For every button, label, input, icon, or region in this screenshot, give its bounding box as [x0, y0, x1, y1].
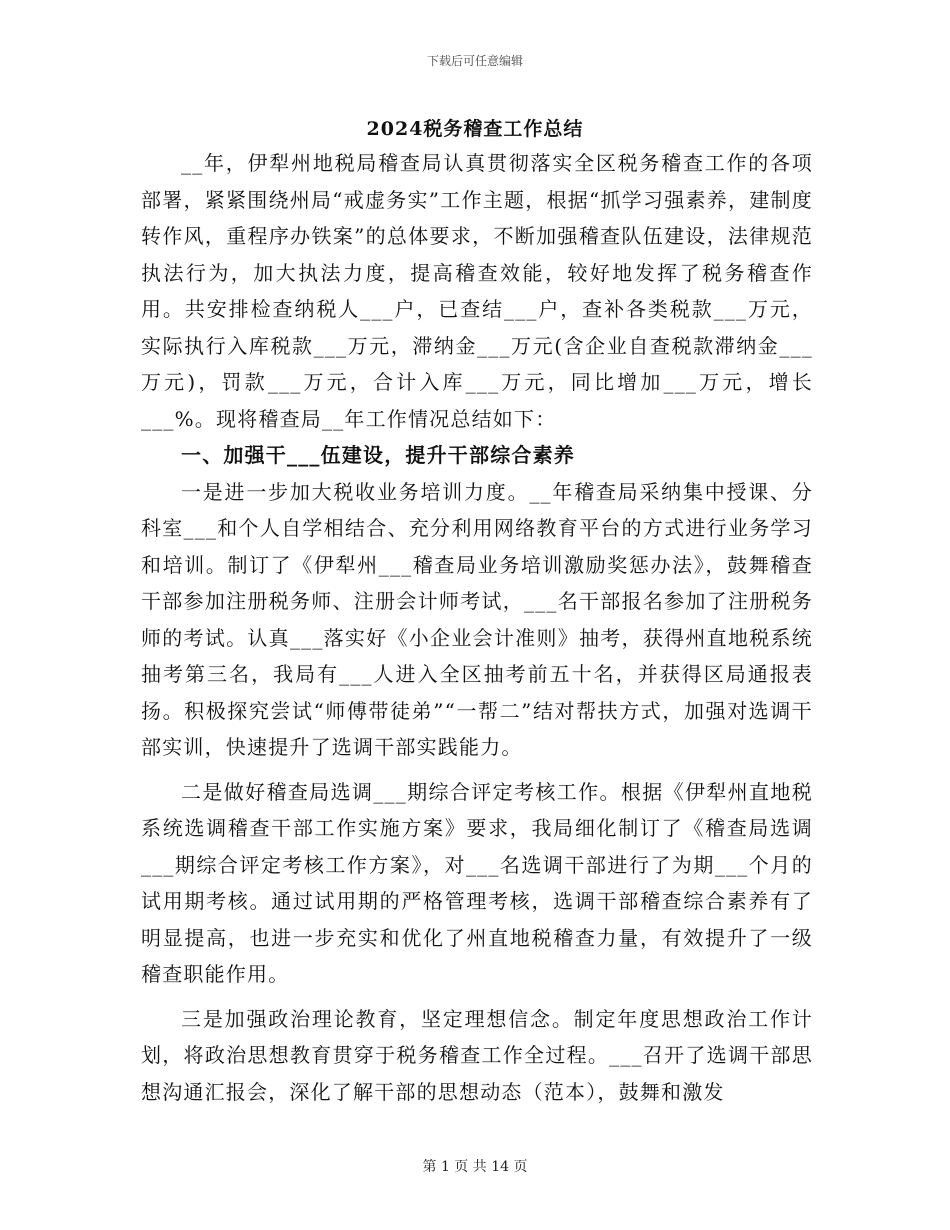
paragraph-3: 三是加强政治理论教育，坚定理想信念。制定年度思想政治工作计划，将政治思想教育贯穿于税务稽查工作全过程。___召开了选调干部思想沟通汇报会，深化了解干部的思想动态（范本），鼓舞和激发: [141, 1006, 813, 1104]
intro-paragraph: __年，伊犁州地税局稽查局认真贯彻落实全区税务稽查工作的各项部署，紧紧围绕州局“戒虚务实”工作主题，根据“抓学习强素养，建制度转作风，重程序办铁案”的总体要求，不断加强稽查队伍建设，法律规范执法行为，加大执法力度，提高稽查效能，较好地发挥了税务稽查作用。共安排检查纳税人___户，已查结___户，查补各类税款___万元，实际执行入库税款___万元，滞纳金___万元(含企业自查税款滞纳金___万元)，罚款___万元，合计入库___万元，同比增加___万元，增长___%。现将稽查局__年工作情况总结如下：: [141, 151, 813, 431]
section-1-heading: 一、加强干___伍建设，提升干部综合素养: [181, 443, 575, 467]
document-title: 2024税务稽查工作总结: [366, 118, 584, 140]
paragraph-1: 一是进一步加大税收业务培训力度。__年稽查局采纳集中授课、分科室___和个人自学相结合、充分利用网络教育平台的方式进行业务学习和培训。制订了《伊犁州___稽查局业务培训激励奖惩办法》，鼓舞稽查干部参加注册税务师、注册会计师考试，___名干部报名参加了注册税务师的考试。认真___落实好《小企业会计准则》抽考，获得州直地税系统抽考第三名，我局有___人进入全区抽考前五十名，并获得区局通报表扬。积极探究尝试“师傅带徒弟”“一帮二”结对帮扶方式，加强对选调干部实训，快速提升了选调干部实践能力。: [141, 479, 813, 759]
document-body: [141, 145, 813, 1110]
header-note: 下载后可任意编辑: [426, 54, 523, 68]
paragraph-2: 二是做好稽查局选调___期综合评定考核工作。根据《伊犁州直地税系统选调稽查干部工作实施方案》要求，我局细化制订了《稽查局选调___期综合评定考核工作方案》，对___名选调干部进行了为期___个月的试用期考核。通过试用期的严格管理考核，选调干部稽查综合素养有了明显提高，也进一步充实和优化了州直地税稽查力量，有效提升了一级稽查职能作用。: [141, 779, 813, 986]
page-number: 第 1 页 共 14 页: [422, 1159, 528, 1175]
